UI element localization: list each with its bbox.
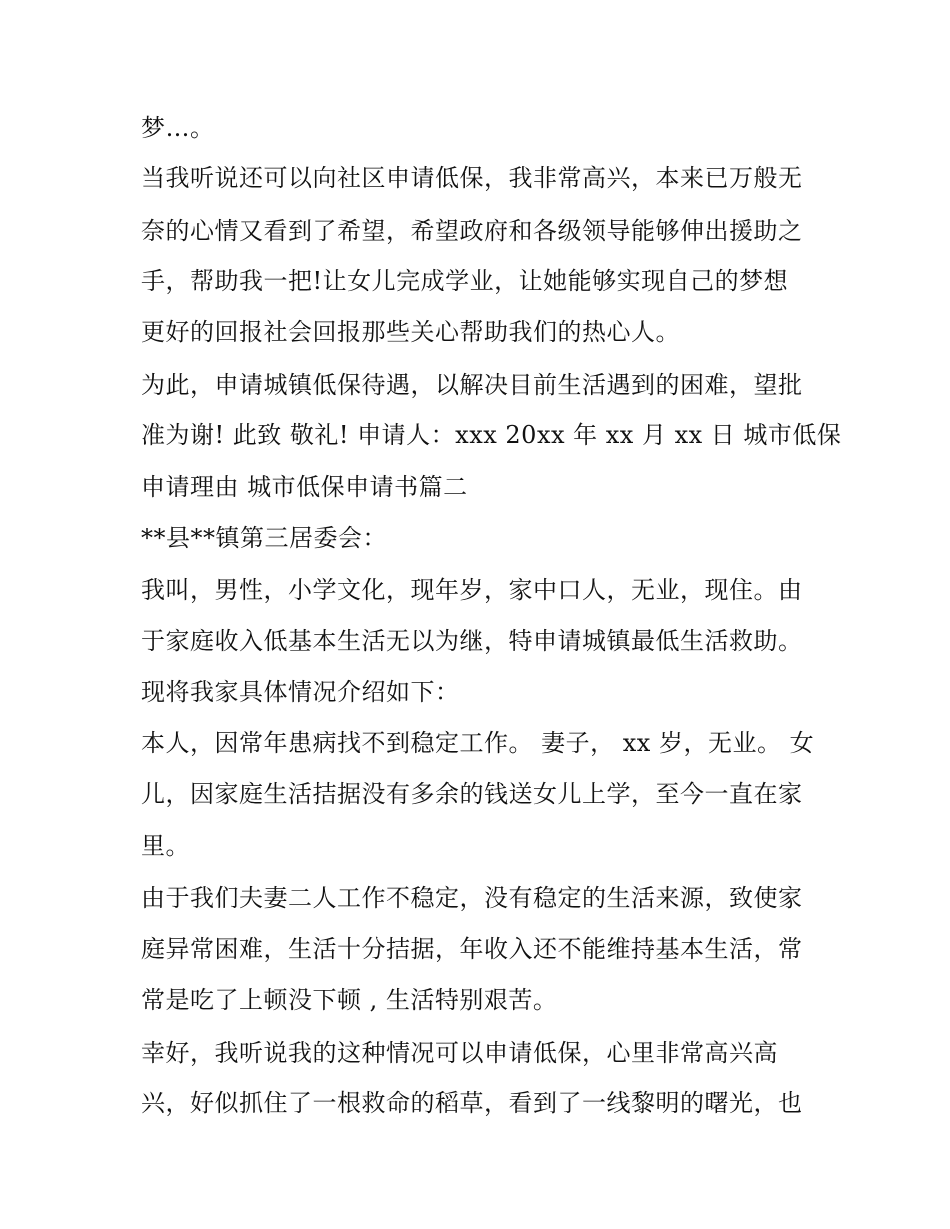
text-line: 里。	[141, 832, 190, 860]
text-line: 幸好，我听说我的这种情况可以申请低保，心里非常高兴高	[141, 1039, 778, 1067]
text-line: 我叫，男性，小学文化，现年岁，家中口人，无业，现住。由	[141, 576, 803, 604]
text-line: 由于我们夫妻二人工作不稳定，没有稳定的生活来源，致使家	[141, 884, 803, 912]
text-line: 更好的回报社会回报那些关心帮助我们的热心人。	[141, 318, 680, 346]
text-line: 为此，申请城镇低保待遇，以解决目前生活遇到的困难，望批	[141, 371, 803, 399]
text-line: 梦…。	[141, 114, 215, 142]
text-line: 常是吃了上顿没下顿 , 生活特别艰苦。	[141, 986, 558, 1014]
text-line: 奈的心情又看到了希望，希望政府和各级领导能够伸出援助之	[141, 217, 803, 245]
text-line: 申请理由 城市低保申请书篇二	[141, 473, 468, 501]
text-line: 手，帮助我一把!让女儿完成学业，让她能够实现自己的梦想	[141, 267, 789, 295]
text-line: 于家庭收入低基本生活无以为继，特申请城镇最低生活救助。	[141, 627, 803, 655]
text-line: 现将我家具体情况介绍如下：	[141, 678, 460, 706]
text-line: **县**镇第三居委会：	[141, 524, 387, 552]
text-line: 兴，好似抓住了一根救命的稻草，看到了一线黎明的曙光，也	[141, 1089, 803, 1117]
text-line: 庭异常困难，生活十分拮据，年收入还不能维持基本生活，常	[141, 935, 803, 963]
text-line: 本人，因常年患病找不到稳定工作。 妻子， xx 岁，无业。 女	[141, 729, 815, 757]
text-line: 当我听说还可以向社区申请低保，我非常高兴，本来已万般无	[141, 164, 803, 192]
text-line: 准为谢! 此致 敬礼! 申请人：xxx 20xx 年 xx 月 xx 日 城市低保	[141, 421, 842, 449]
text-line: 儿，因家庭生活拮据没有多余的钱送女儿上学，至今一直在家	[141, 780, 803, 808]
